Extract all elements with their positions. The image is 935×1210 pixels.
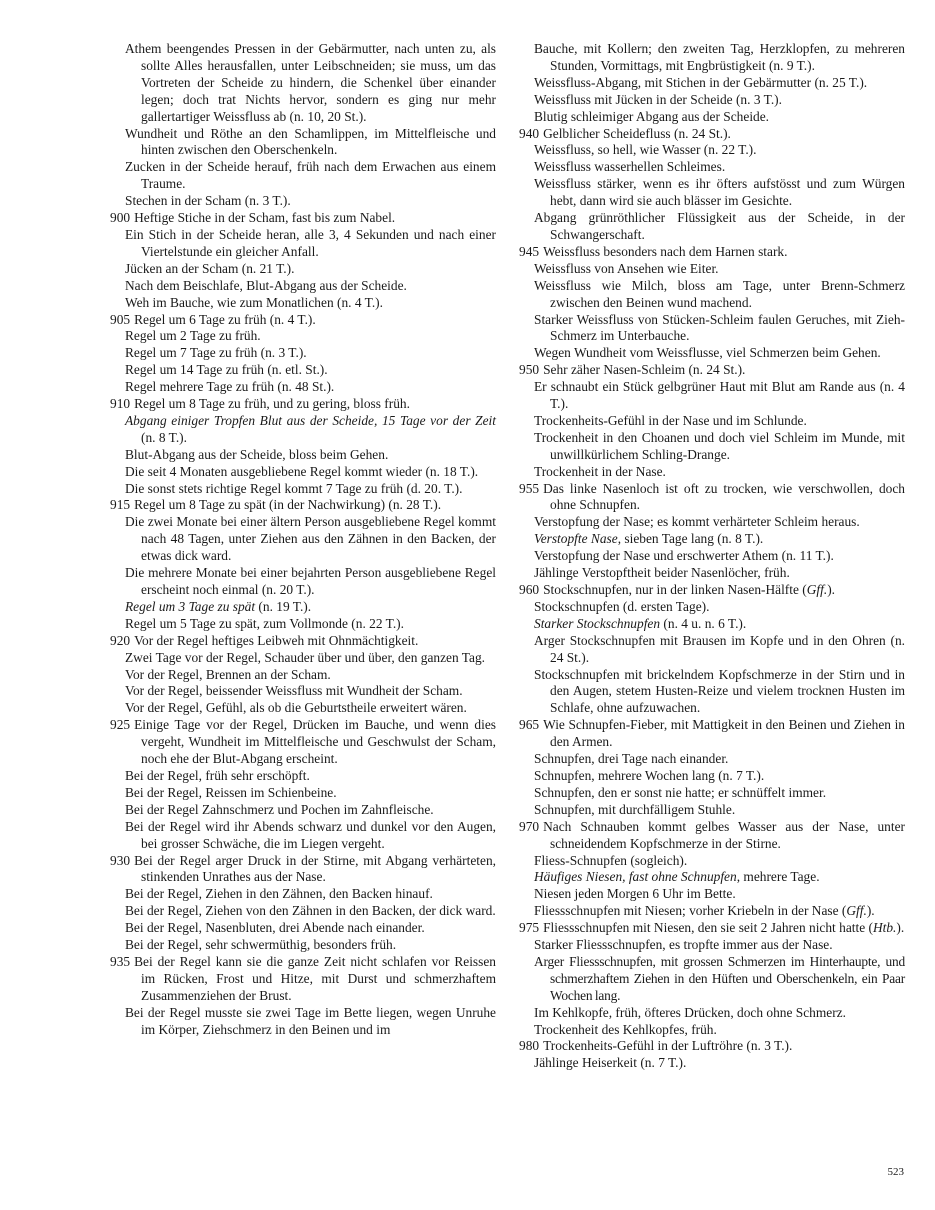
symptom-entry: [519, 159, 905, 176]
entry-text: Weissfluss besonders nach dem Harnen stark.: [543, 243, 788, 259]
entry-number: 900: [110, 210, 131, 226]
entry-number: 910: [110, 396, 131, 412]
symptom-entry: [519, 109, 905, 126]
entry-text: Zwei Tage vor der Regel, Schauder über und über, den ganzen Tag.: [125, 649, 485, 665]
entry-number: 975: [519, 920, 540, 936]
symptom-entry: [110, 937, 496, 954]
entry-text: Trockenheits-Gefühl in der Luftröhre (n. 3 T.).: [543, 1038, 793, 1054]
entry-text: Im Kehlkopfe, früh, öfteres Drücken, doch ohne Schmerz.: [534, 1004, 846, 1020]
entry-number: 940: [519, 125, 540, 141]
symptom-entry: [519, 903, 905, 920]
symptom-entry: [519, 768, 905, 785]
symptom-entry: [519, 278, 905, 312]
entry-text: Bauche, mit Kollern; den zweiten Tag, Herzklopfen, zu mehreren Stunden, Vormittags, mit Engbrüstigkeit (n. 9 T.).: [534, 41, 905, 73]
entry-text: Bei der Regel wird ihr Abends schwarz und dunkel vor den Augen, bei grosser Schwäche, die im Liegen vergeht.: [125, 818, 496, 851]
symptom-entry: [519, 1038, 905, 1055]
entry-text: Verstopfte Nase, sieben Tage lang (n. 8 T.).: [534, 531, 764, 547]
symptom-entry: [110, 886, 496, 903]
entry-text: Nach Schnauben kommt gelbes Wasser aus der Nase, unter schneidendem Kopfschmerze in der Stirne.: [543, 818, 905, 851]
symptom-entry: [519, 244, 905, 261]
entry-text: Häufiges Niesen, fast ohne Schnupfen, mehrere Tage.: [534, 869, 820, 885]
symptom-entry: [110, 379, 496, 396]
symptom-entry: [110, 193, 496, 210]
entry-number: 950: [519, 362, 540, 378]
entry-text: Regel um 14 Tage zu früh (n. etl. St.).: [125, 362, 328, 378]
symptom-entry: [519, 41, 905, 75]
entry-text: Abgang einiger Tropfen Blut aus der Scheide, 15 Tage vor der Zeit (n. 8 T.).: [125, 412, 496, 445]
entry-number: 980: [519, 1038, 540, 1054]
symptom-entry: [110, 481, 496, 498]
symptom-entry: [110, 903, 496, 920]
entry-text: Jücken an der Scham (n. 21 T.).: [125, 260, 295, 276]
symptom-entry: [110, 345, 496, 362]
entry-number: 930: [110, 852, 131, 868]
symptom-entry: [110, 362, 496, 379]
entry-text: Weissfluss stärker, wenn es ihr öfters aufstösst und zum Würgen hebt, dann wird sie auch blässer im Gesichte.: [534, 176, 905, 209]
symptom-entry: [110, 1005, 496, 1039]
entry-text: Das linke Nasenloch ist oft zu trocken, wie verschwollen, doch ohne Schnupfen.: [543, 480, 905, 513]
symptom-entry: [519, 514, 905, 531]
symptom-entry: [519, 481, 905, 515]
entry-text: Jählinge Heiserkeit (n. 7 T.).: [534, 1055, 687, 1071]
entry-text: Blut-Abgang aus der Scheide, bloss beim Gehen.: [125, 446, 389, 462]
entry-text: Fliessschnupfen mit Niesen, den sie seit 2 Jahren nicht hatte (Htb.).: [543, 920, 905, 936]
symptom-entry: [110, 616, 496, 633]
entry-text: Die zwei Monate bei einer ältern Person ausgebliebene Regel kommt nach 48 Tagen, unter Ziehen aus den Zähnen in den Backen, der etwas dick ward.: [125, 514, 496, 564]
entry-number: 935: [110, 953, 131, 969]
entry-text: Vor der Regel, Brennen an der Scham.: [125, 666, 331, 682]
symptom-entry: [110, 768, 496, 785]
symptom-entry: [519, 92, 905, 109]
entry-number: 945: [519, 243, 540, 259]
entry-text: Stockschnupfen (d. ersten Tage).: [534, 598, 710, 614]
symptom-entry: [519, 379, 905, 413]
entry-text: Schnupfen, mehrere Wochen lang (n. 7 T.).: [534, 767, 765, 783]
entry-text: Jählinge Verstopftheit beider Nasenlöcher, früh.: [534, 565, 790, 581]
entry-text: Regel um 5 Tage zu spät, zum Vollmonde (n. 22 T.).: [125, 615, 404, 631]
symptom-entry: [519, 210, 905, 244]
symptom-entry: [110, 312, 496, 329]
entry-text: Er schnaubt ein Stück gelbgrüner Haut mit Blut am Rande aus (n. 4 T.).: [534, 379, 905, 412]
symptom-entry: [519, 751, 905, 768]
symptom-entry: [110, 227, 496, 261]
entry-text: Fliess-Schnupfen (sogleich).: [534, 852, 688, 868]
entry-number: 965: [519, 717, 540, 733]
entry-text: Niesen jeden Morgen 6 Uhr im Bette.: [534, 886, 736, 902]
entry-text: Einige Tage vor der Regel, Drücken im Bauche, und wenn dies vergeht, Wundheit im Mittelfleische und Geschwulst der Scham, noch ehe der Blut-Abgang erscheint.: [134, 717, 496, 767]
symptom-entry: [519, 785, 905, 802]
symptom-entry: [110, 413, 496, 447]
symptom-entry: [519, 667, 905, 718]
entry-text: Bei der Regel arger Druck in der Stirne, mit Abgang verhärteten, stinkenden Unrathes aus der Nase.: [134, 852, 496, 885]
symptom-entry: [519, 312, 905, 346]
entry-text: Ein Stich in der Scheide heran, alle 3, 4 Sekunden und nach einer Viertelstunde ein gleicher Anfall.: [125, 226, 496, 259]
entry-text: Wundheit und Röthe an den Schamlippen, im Mittelfleische und hinten zwischen den Oberschenkeln.: [125, 125, 496, 158]
symptom-entry: [110, 650, 496, 667]
entry-text: Weh im Bauche, wie zum Monatlichen (n. 4 T.).: [125, 294, 383, 310]
symptom-entry: [519, 413, 905, 430]
entry-text: Stockschnupfen mit brickelndem Kopfschmerze in der Stirn und in den Augen, stetem Husten-Reize und vielem trocknen Husten im Schlafe, ohne aufzuwachen.: [534, 666, 905, 716]
entry-number: 970: [519, 818, 540, 834]
entry-text: Trockenheit in der Nase.: [534, 463, 666, 479]
symptom-entry: [519, 1005, 905, 1022]
entry-text: Regel um 8 Tage zu früh, und zu gering, bloss früh.: [134, 396, 410, 412]
symptom-entry: [519, 548, 905, 565]
symptom-entry: [110, 683, 496, 700]
entry-text: Stockschnupfen, nur in der linken Nasen-Hälfte (Gff.).: [543, 582, 836, 597]
symptom-entry: [519, 599, 905, 616]
symptom-entry: [519, 954, 905, 1005]
entry-text: Schnupfen, drei Tage nach einander.: [534, 751, 729, 767]
entry-text: Weissfluss-Abgang, mit Stichen in der Gebärmutter (n. 25 T.).: [534, 74, 868, 90]
symptom-entry: [519, 75, 905, 92]
symptom-entry: [110, 210, 496, 227]
entry-text: Vor der Regel, Gefühl, als ob die Geburtstheile erweitert wären.: [125, 700, 467, 716]
entry-text: Weissfluss wasserhellen Schleimes.: [534, 159, 726, 175]
entry-text: Bei der Regel, Ziehen in den Zähnen, den Backen hinauf.: [125, 886, 433, 902]
entry-text: Heftige Stiche in der Scham, fast bis zum Nabel.: [134, 210, 396, 226]
symptom-entry: [110, 565, 496, 599]
entry-text: Nach dem Beischlafe, Blut-Abgang aus der Scheide.: [125, 277, 407, 293]
entry-text: Regel um 7 Tage zu früh (n. 3 T.).: [125, 345, 307, 361]
entry-text: Starker Weissfluss von Stücken-Schleim faulen Geruches, mit Zieh-Schmerz im Unterbauche.: [534, 311, 905, 344]
entry-text: Die sonst stets richtige Regel kommt 7 Tage zu früh (d. 20. T.).: [125, 480, 463, 496]
symptom-entry: [110, 41, 496, 126]
entry-text: Bei der Regel, Reissen im Schienbeine.: [125, 784, 337, 800]
symptom-entry: [110, 633, 496, 650]
entry-text: Bei der Regel Zahnschmerz und Pochen im Zahnfleische.: [125, 801, 434, 817]
entry-text: Fliessschnupfen mit Niesen; vorher Kriebeln in der Nase (Gff.).: [534, 903, 875, 919]
symptom-entry: [110, 954, 496, 1005]
symptom-entry: [519, 176, 905, 210]
entry-text: Bei der Regel kann sie die ganze Zeit nicht schlafen vor Reissen im Rücken, Frost und Hitze, mit Durst und schmerzhaftem Zusammenziehen der Brust.: [134, 953, 496, 1003]
symptom-entry: [110, 920, 496, 937]
entry-text: Wegen Wundheit vom Weissflusse, viel Schmerzen beim Gehen.: [534, 345, 881, 361]
symptom-entry: [110, 717, 496, 768]
symptom-entry: [519, 126, 905, 143]
symptom-entry: [519, 717, 905, 751]
symptom-entry: [519, 531, 905, 548]
entry-text: Trockenheit in den Choanen und doch viel Schleim im Munde, mit unwillkürlichem Schling-Drange.: [534, 429, 905, 462]
symptom-entry: [519, 886, 905, 903]
entry-text: Vor der Regel heftiges Leibweh mit Ohnmächtigkeit.: [134, 632, 419, 648]
symptom-entry: [519, 802, 905, 819]
entry-text: Regel um 3 Tage zu spät (n. 19 T.).: [125, 598, 312, 614]
entry-text: Trockenheit des Kehlkopfes, früh.: [534, 1021, 717, 1037]
left-column: [110, 41, 496, 1038]
symptom-entry: [110, 278, 496, 295]
symptom-entry: [110, 819, 496, 853]
symptom-entry: [519, 937, 905, 954]
entry-number: 925: [110, 717, 131, 733]
entry-number: 915: [110, 497, 131, 513]
entry-text: Bei der Regel, Nasenbluten, drei Abende nach einander.: [125, 920, 425, 936]
symptom-entry: [519, 430, 905, 464]
symptom-entry: [519, 633, 905, 667]
entry-text: Die mehrere Monate bei einer bejahrten Person ausgebliebene Regel erscheint noch einmal (n. 20 T.).: [125, 565, 496, 597]
entry-text: Wie Schnupfen-Fieber, mit Mattigkeit in den Beinen und Ziehen in den Armen.: [543, 717, 905, 750]
entry-text: Starker Stockschnupfen (n. 4 u. n. 6 T.).: [534, 615, 747, 631]
symptom-entry: [110, 667, 496, 684]
entry-text: Vor der Regel, beissender Weissfluss mit Wundheit der Scham.: [125, 683, 463, 699]
symptom-entry: [110, 599, 496, 616]
entry-text: Stechen in der Scham (n. 3 T.).: [125, 193, 291, 209]
entry-text: Zucken in der Scheide herauf, früh nach dem Erwachen aus einem Traume.: [125, 159, 496, 192]
symptom-entry: [110, 464, 496, 481]
symptom-entry: [519, 616, 905, 633]
entry-number: 955: [519, 480, 540, 496]
entry-text: Schnupfen, mit durchfälligem Stuhle.: [534, 801, 736, 817]
entry-text: Gelblicher Scheidefluss (n. 24 St.).: [543, 125, 731, 141]
entry-text: Bei der Regel, sehr schwermüthig, besonders früh.: [125, 937, 397, 953]
symptom-entry: [519, 1022, 905, 1039]
symptom-entry: [110, 328, 496, 345]
entry-text: Regel um 6 Tage zu früh (n. 4 T.).: [134, 311, 316, 327]
symptom-entry: [110, 396, 496, 413]
entry-text: Starker Fliessschnupfen, es tropfte immer aus der Nase.: [534, 937, 833, 953]
symptom-entry: [110, 700, 496, 717]
symptom-entry: [110, 261, 496, 278]
entry-text: Athem beengendes Pressen in der Gebärmutter, nach unten zu, als sollte Alles herausfallen, unter Leibschneiden; sie muss, um das Vortreten der Scheide zu hindern, die Schenkel über einander legen; doch trat Nichts hervor, sondern es ging nur mehr gallertartiger Weissfluss ab (n. 10, 20 St.).: [125, 41, 496, 124]
entry-text: Bei der Regel musste sie zwei Tage im Bette liegen, wegen Unruhe im Körper, Ziehschmerz in den Beinen und im: [125, 1004, 496, 1037]
right-column: [519, 41, 905, 1072]
entry-text: Weissfluss, so hell, wie Wasser (n. 22 T.).: [534, 142, 757, 158]
symptom-entry: [519, 819, 905, 853]
symptom-entry: [519, 345, 905, 362]
entry-text: Verstopfung der Nase und erschwerter Athem (n. 11 T.).: [534, 548, 834, 564]
entry-text: Arger Fliessschnupfen, mit grossen Schmerzen im Hinterhaupte, und schmerzhaftem Ziehen in den Hüften und Oberschenkeln, ein Paar Wochen lang.: [534, 953, 905, 1003]
entry-text: Bei der Regel, früh sehr erschöpft.: [125, 767, 310, 783]
symptom-entry: [519, 1055, 905, 1072]
symptom-entry: [519, 920, 905, 937]
entry-text: Sehr zäher Nasen-Schleim (n. 24 St.).: [543, 362, 746, 378]
symptom-entry: [519, 565, 905, 582]
entry-text: Regel mehrere Tage zu früh (n. 48 St.).: [125, 379, 335, 395]
symptom-entry: [519, 853, 905, 870]
entry-text: Weissfluss wie Milch, bloss am Tage, unter Brenn-Schmerz zwischen den Beinen wund machend.: [534, 277, 905, 310]
entry-text: Bei der Regel, Ziehen von den Zähnen in den Backen, der dick ward.: [125, 903, 496, 919]
entry-number: 960: [519, 582, 540, 597]
symptom-entry: [110, 126, 496, 160]
entry-text: Trockenheits-Gefühl in der Nase und im Schlunde.: [534, 412, 807, 428]
symptom-entry: [519, 142, 905, 159]
entry-text: Die seit 4 Monaten ausgebliebene Regel kommt wieder (n. 18 T.).: [125, 463, 479, 479]
symptom-entry: [110, 295, 496, 312]
entry-text: Schnupfen, den er sonst nie hatte; er schnüffelt immer.: [534, 784, 827, 800]
entry-text: Regel um 2 Tage zu früh.: [125, 328, 261, 344]
symptom-entry: [519, 582, 905, 599]
symptom-entry: [519, 261, 905, 278]
symptom-entry: [110, 447, 496, 464]
symptom-entry: [110, 785, 496, 802]
entry-number: 905: [110, 311, 131, 327]
entry-text: Blutig schleimiger Abgang aus der Scheide.: [534, 108, 770, 124]
symptom-entry: [519, 869, 905, 886]
symptom-entry: [110, 853, 496, 887]
symptom-entry: [110, 497, 496, 514]
page-number: 523: [887, 1166, 904, 1178]
symptom-entry: [110, 802, 496, 819]
entry-text: Verstopfung der Nase; es kommt verhärteter Schleim heraus.: [534, 514, 860, 530]
entry-text: Arger Stockschnupfen mit Brausen im Kopfe und in den Ohren (n. 24 St.).: [534, 632, 905, 665]
entry-text: Weissfluss mit Jücken in der Scheide (n. 3 T.).: [534, 91, 782, 107]
symptom-entry: [519, 464, 905, 481]
entry-text: Weissfluss von Ansehen wie Eiter.: [534, 260, 719, 276]
entry-number: 920: [110, 632, 131, 648]
symptom-entry: [110, 514, 496, 565]
entry-text: Regel um 8 Tage zu spät (in der Nachwirkung) (n. 28 T.).: [134, 497, 442, 513]
symptom-entry: [110, 159, 496, 193]
symptom-entry: [519, 362, 905, 379]
entry-text: Abgang grünröthlicher Flüssigkeit aus der Scheide, in der Schwangerschaft.: [534, 210, 905, 242]
